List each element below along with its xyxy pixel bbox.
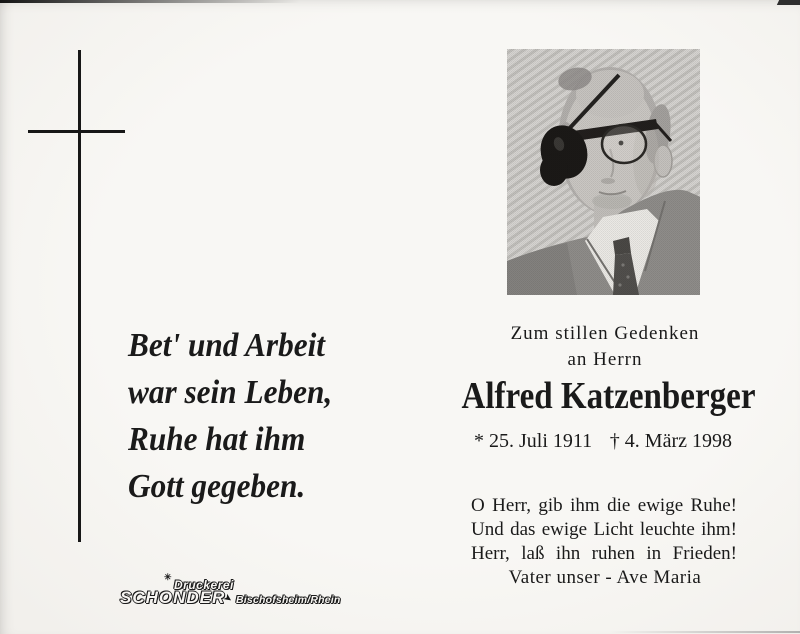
prayer-line: Und das ewige Licht leuchte ihm! — [471, 519, 737, 540]
portrait-photo — [507, 49, 700, 295]
memorial-intro-line-2: an Herrn — [567, 349, 643, 370]
scan-artifact-top-edge — [0, 0, 300, 3]
printer-pointer-icon: ➤ — [222, 591, 235, 605]
scan-artifact-bottom-right — [610, 631, 800, 633]
cross-vertical-bar — [78, 50, 81, 542]
cross-horizontal-bar — [28, 130, 125, 133]
birth-date: * 25. Juli 1911 — [474, 430, 593, 452]
verse-line: Ruhe hat ihm — [128, 421, 306, 458]
scan-artifact-top-right — [777, 0, 800, 5]
prayer-line: Herr, laß ihn ruhen in Frieden! — [471, 543, 737, 564]
prayer-line: O Herr, gib ihm die ewige Ruhe! — [471, 495, 737, 516]
verse-block — [128, 322, 367, 510]
deceased-name: Alfred Katzenberger — [461, 375, 756, 417]
verse-line: war sein Leben, — [128, 374, 333, 411]
printer-type-label: Druckerei — [174, 578, 234, 592]
printer-name: SCHONDER — [120, 588, 226, 607]
death-date: † 4. März 1998 — [609, 430, 732, 452]
verse-line: Bet' und Arbeit — [128, 327, 325, 364]
closing-line: Vater unser - Ave Maria — [508, 567, 702, 588]
verse-line: Gott gegeben. — [128, 468, 306, 505]
printer-ornament-icon: ✳ — [164, 572, 172, 582]
life-dates — [474, 430, 732, 453]
memorial-intro-line-1: Zum stillen Gedenken — [510, 323, 700, 344]
printer-logo — [120, 572, 341, 609]
portrait-photo-graphic — [507, 49, 700, 295]
prayer-block — [471, 494, 737, 566]
printer-location: Bischofsheim/Rhein — [236, 594, 341, 606]
